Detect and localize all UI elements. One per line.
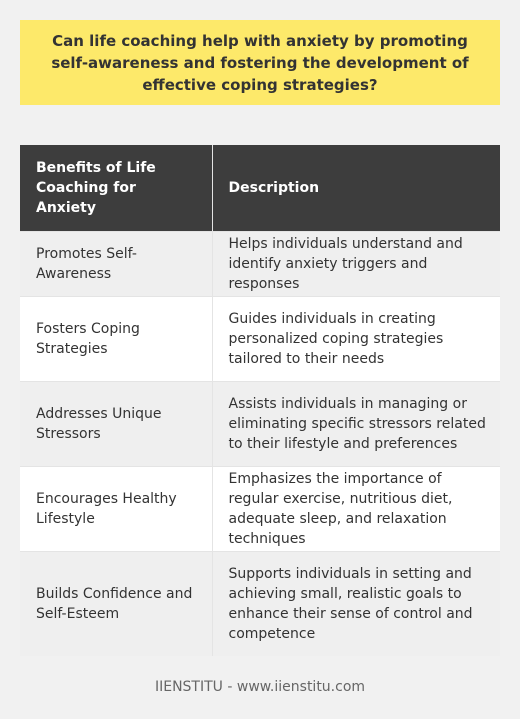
table-header-row: [20, 145, 500, 231]
table-row: [20, 466, 500, 551]
question-text: Can life coaching help with anxiety by promoting self-awareness and fostering the development of effective coping strategies?: [51, 31, 469, 94]
benefit-cell: Promotes Self-Awareness: [20, 231, 212, 296]
description-cell: Supports individuals in setting and achieving small, realistic goals to enhance their sense of control and competence: [212, 551, 500, 656]
footer-credit: IIENSTITU - www.iienstitu.com: [154, 679, 366, 695]
table-row: [20, 551, 500, 656]
description-cell: Emphasizes the importance of regular exercise, nutritious diet, adequate sleep, and relaxation techniques: [212, 466, 500, 551]
benefit-cell: Builds Confidence and Self-Esteem: [20, 551, 212, 656]
benefits-table: [20, 145, 500, 656]
question-banner: [20, 20, 500, 105]
benefit-cell: Addresses Unique Stressors: [20, 381, 212, 466]
description-cell: Assists individuals in managing or eliminating specific stressors related to their lifestyle and preferences: [212, 381, 500, 466]
benefit-cell: Fosters Coping Strategies: [20, 296, 212, 381]
benefit-cell: Encourages Healthy Lifestyle: [20, 466, 212, 551]
table-row: [20, 296, 500, 381]
description-cell: Helps individuals understand and identify anxiety triggers and responses: [212, 231, 500, 296]
description-cell: Guides individuals in creating personalized coping strategies tailored to their needs: [212, 296, 500, 381]
header-benefits: Benefits of Life Coaching for Anxiety: [20, 145, 212, 231]
table-row: [20, 231, 500, 296]
table-row: [20, 381, 500, 466]
header-description: Description: [212, 145, 500, 231]
